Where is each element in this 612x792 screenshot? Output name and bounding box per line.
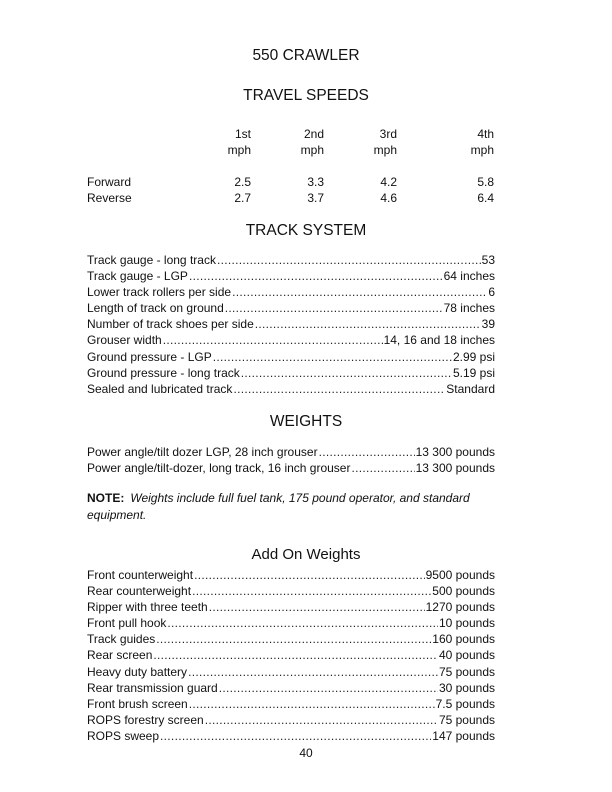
add-on-weights-heading: Add On Weights — [251, 546, 361, 563]
track-system-heading: TRACK SYSTEM — [245, 222, 367, 239]
unit-header: mph — [470, 143, 494, 157]
gear-header: 1st — [234, 127, 251, 141]
addon-label: Front counterweight — [87, 568, 194, 582]
addon-label: Rear screen — [87, 648, 153, 663]
weights-heading: WEIGHTS — [269, 413, 343, 430]
addon-row — [87, 696, 495, 712]
addon-value: 30 pounds — [438, 680, 495, 695]
spec-row — [87, 381, 495, 397]
note-paragraph — [87, 490, 499, 524]
weight-row — [87, 460, 495, 476]
addon-row — [87, 583, 495, 599]
spec-label: Ground pressure - long track — [87, 365, 240, 380]
speed-value: 4.2 — [380, 175, 397, 189]
addon-row — [87, 728, 495, 744]
addon-row — [87, 631, 495, 647]
add-on-weights-list — [87, 567, 495, 744]
gear-header: 2nd — [303, 127, 324, 141]
speed-row-label: Forward — [87, 175, 132, 189]
addon-label: Ripper with three teeth — [87, 600, 208, 615]
gear-header-row — [87, 126, 495, 142]
addon-value: 147 pounds — [432, 728, 495, 743]
weight-value: 13 300 pounds — [415, 445, 495, 459]
travel-speeds-heading: TRAVEL SPEEDS — [243, 87, 369, 104]
addon-value: 10 pounds — [438, 616, 495, 631]
travel-speeds-table — [87, 126, 495, 206]
speed-value: 2.7 — [234, 191, 251, 205]
spec-row — [87, 332, 495, 348]
track-system-list — [87, 252, 495, 397]
addon-row — [87, 680, 495, 696]
page-title: 550 CRAWLER — [252, 47, 360, 64]
spec-value: 5.19 psi — [452, 365, 495, 380]
addon-value: 75 pounds — [438, 664, 495, 679]
spec-row — [87, 349, 495, 365]
speed-value: 3.7 — [307, 191, 324, 205]
spec-label: Grouser width — [87, 333, 162, 348]
spec-label: Lower track rollers per side — [87, 285, 232, 300]
addon-value: 500 pounds — [432, 584, 495, 599]
spec-row — [87, 300, 495, 316]
unit-header: mph — [300, 143, 324, 157]
weights-list — [87, 444, 495, 476]
addon-value: 40 pounds — [438, 648, 495, 663]
addon-row — [87, 599, 495, 615]
speed-value: 4.6 — [380, 191, 397, 205]
spec-label: Sealed and lubricated track — [87, 381, 233, 396]
addon-row — [87, 664, 495, 680]
addon-label: ROPS sweep — [87, 728, 160, 743]
speed-value: 3.3 — [307, 175, 324, 189]
unit-header-row — [87, 142, 495, 158]
spec-label: Track gauge - LGP — [87, 269, 188, 284]
addon-label: ROPS forestry screen — [87, 712, 204, 727]
spec-value: 53 — [481, 253, 495, 267]
addon-value: 1270 pounds — [425, 600, 495, 615]
addon-label: Rear counterweight — [87, 584, 192, 599]
speed-row-label: Reverse — [87, 191, 132, 205]
addon-label: Rear transmission guard — [87, 680, 218, 695]
addon-value: 9500 pounds — [425, 568, 495, 582]
note-label: NOTE: — [87, 491, 125, 505]
spec-row — [87, 268, 495, 284]
addon-value: 160 pounds — [432, 632, 495, 647]
weight-label: Power angle/tilt dozer LGP, 28 inch grouser — [87, 445, 318, 459]
spec-value: 64 inches — [443, 269, 495, 284]
addon-row — [87, 712, 495, 728]
addon-value: 7.5 pounds — [435, 696, 495, 711]
spec-value: 39 — [481, 317, 495, 332]
weight-row — [87, 444, 495, 460]
spec-value: 78 inches — [443, 301, 495, 316]
gear-header: 4th — [477, 127, 494, 141]
weight-value: 13 300 pounds — [415, 461, 495, 476]
spec-row — [87, 252, 495, 268]
addon-row — [87, 615, 495, 631]
spec-value: Standard — [446, 381, 495, 396]
spec-label: Length of track on ground — [87, 301, 224, 316]
weight-label: Power angle/tilt-dozer, long track, 16 inch grouser — [87, 461, 351, 476]
page-number: 40 — [299, 746, 313, 760]
speed-value: 6.4 — [477, 191, 494, 205]
addon-row — [87, 647, 495, 663]
speed-value: 2.5 — [234, 175, 251, 189]
addon-label: Front pull hook — [87, 616, 167, 631]
spec-label: Ground pressure - LGP — [87, 349, 212, 364]
speed-value: 5.8 — [477, 175, 494, 189]
gear-header: 3rd — [379, 127, 397, 141]
spec-value: 2.99 psi — [452, 349, 495, 364]
addon-label: Front brush screen — [87, 696, 188, 711]
unit-header: mph — [227, 143, 251, 157]
spec-label: Number of track shoes per side — [87, 317, 254, 332]
spec-row — [87, 365, 495, 381]
addon-row — [87, 567, 495, 583]
spec-value: 6 — [488, 285, 495, 300]
spec-row — [87, 316, 495, 332]
spec-value: 14, 16 and 18 inches — [383, 333, 495, 348]
addon-label: Heavy duty battery — [87, 664, 188, 679]
note-text: Weights include full fuel tank, 175 pound operator, and standard equipment. — [87, 491, 470, 522]
speed-row-forward — [87, 174, 495, 190]
speed-row-reverse — [87, 190, 495, 206]
spec-label: Track gauge - long track — [87, 253, 216, 267]
addon-label: Track guides — [87, 632, 156, 647]
spec-row — [87, 284, 495, 300]
unit-header: mph — [373, 143, 397, 157]
addon-value: 75 pounds — [438, 712, 495, 727]
